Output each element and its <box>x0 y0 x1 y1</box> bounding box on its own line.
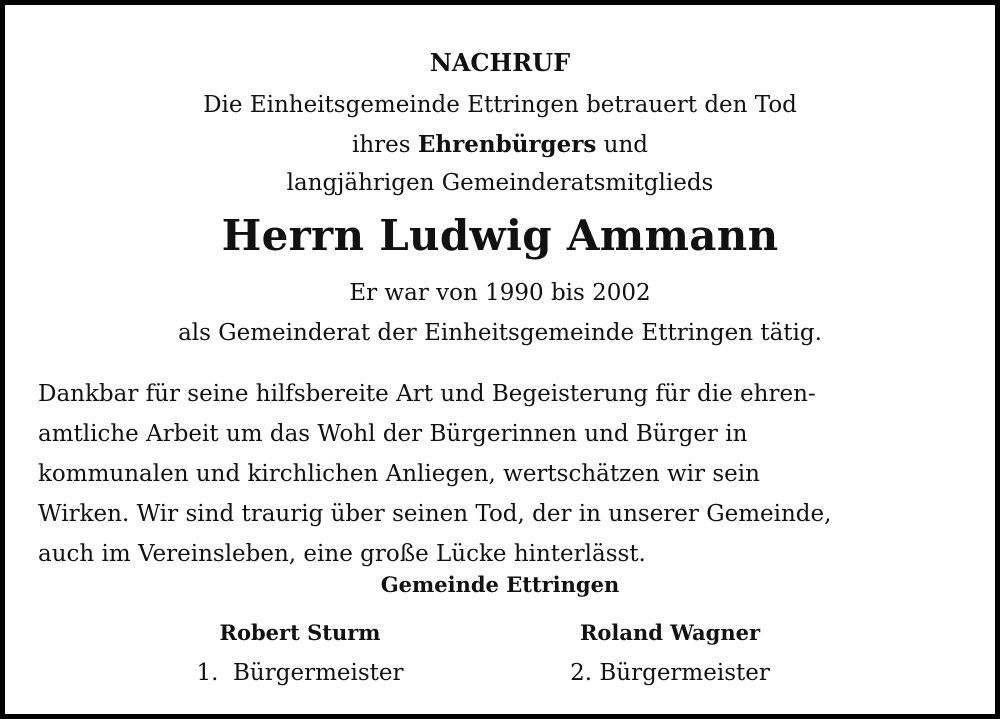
notice-title: NACHRUF <box>429 48 571 77</box>
tribute-paragraph <box>38 374 968 574</box>
signatory-name: Roland Wagner <box>579 620 761 645</box>
signatory-name: Robert Sturm <box>219 620 381 645</box>
signatory-second-mayor <box>490 619 850 687</box>
intro-line-1: Die Einheitsgemeinde Ettringen betrauert den Tod <box>203 92 797 118</box>
honorary-citizen-label: Ehrenbürgers <box>417 131 597 158</box>
deceased-name: Herrn Ludwig Ammann <box>221 211 779 260</box>
signatory-role: 1. Bürgermeister <box>196 660 404 686</box>
signing-organization: Gemeinde Ettringen <box>380 572 620 597</box>
tribute-line: Dankbar für seine hilfsbereite Art und Begeisterung für die ehren- <box>38 381 816 407</box>
tribute-line: Wirken. Wir sind traurig über seinen Tod, der in unserer Gemeinde, <box>38 501 832 527</box>
tribute-line: auch im Vereinsleben, eine große Lücke hinterlässt. <box>38 541 646 567</box>
tribute-line: amtliche Arbeit um das Wohl der Bürgerinnen und Bürger in <box>38 421 748 447</box>
tenure-line: Er war von 1990 bis 2002 <box>349 280 651 306</box>
intro-line-3: langjährigen Gemeinderatsmitglieds <box>286 170 714 196</box>
intro-line-2-pre: ihres <box>352 132 418 158</box>
signatory-role: 2. Bürgermeister <box>570 660 770 686</box>
intro-line-2 <box>5 131 995 159</box>
role-line: als Gemeinderat der Einheitsgemeinde Ettringen tätig. <box>178 320 822 346</box>
intro-line-2-post: und <box>596 132 648 158</box>
signatory-first-mayor <box>120 619 480 687</box>
tribute-line: kommunalen und kirchlichen Anliegen, wertschätzen wir sein <box>38 461 760 487</box>
